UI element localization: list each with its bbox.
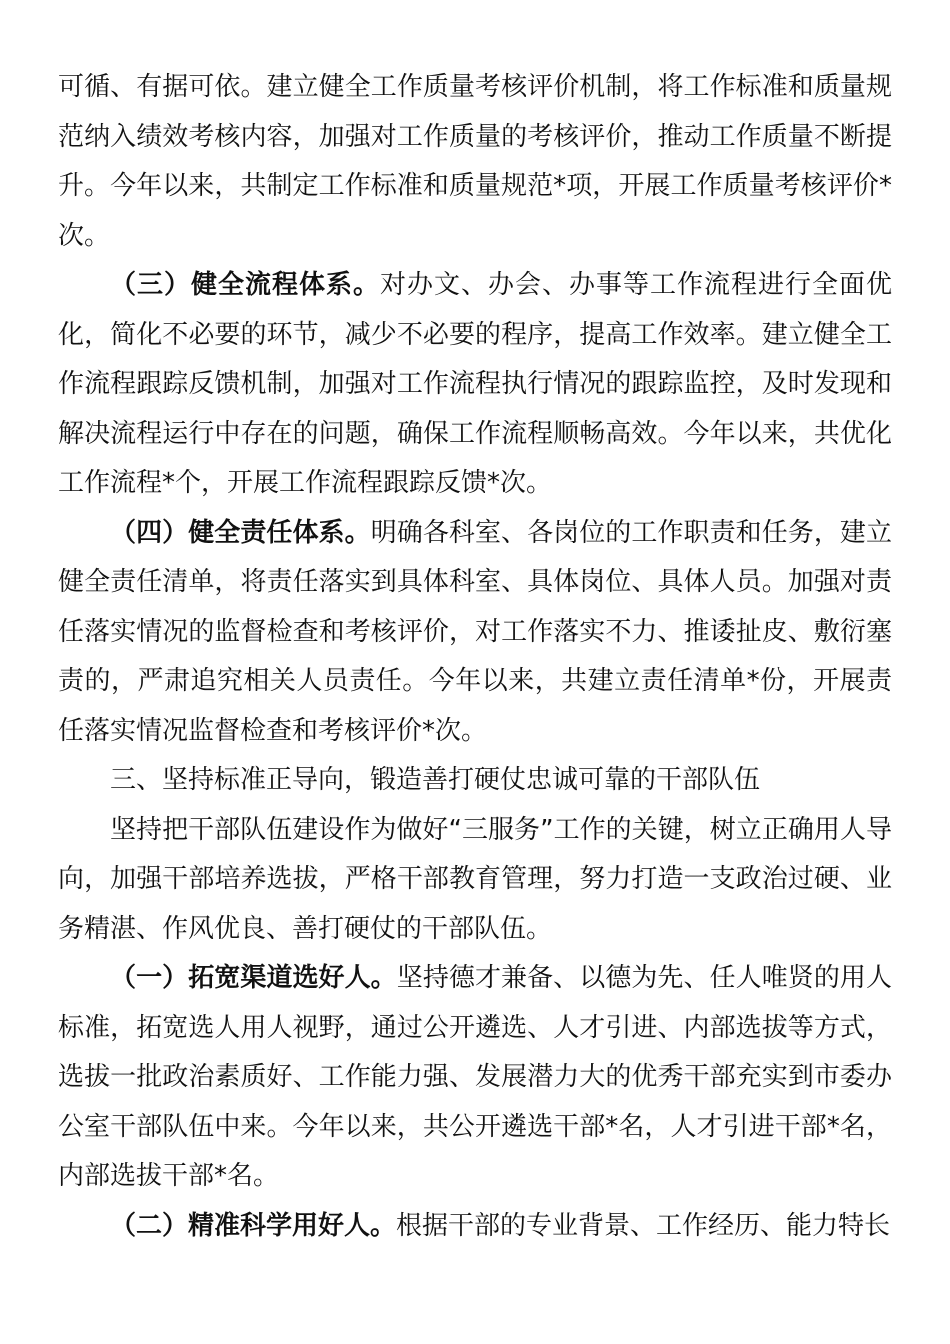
paragraph-text: 坚持德才兼备、以德为先、任人唯贤的用人标准，拓宽选人用人视野，通过公开遴选、人才引进、内部选拔等方式，选拔一批政治素质好、工作能力强、发展潜力大的优秀干部充实到市委办公室干部队伍中来。今年以来，共公开遴选干部*名，人才引进干部*名，内部选拔干部*名。 xyxy=(58,963,892,1191)
paragraph-section-intro xyxy=(58,806,892,955)
paragraph-heading: （三）健全流程体系。 xyxy=(110,270,380,300)
paragraph-heading: （四）健全责任体系。 xyxy=(110,517,371,548)
section-heading-text: 三、坚持标准正导向，锻造善打硬仗忠诚可靠的干部队伍 xyxy=(110,765,761,795)
paragraph-text: 根据干部的专业背景、工作经历、能力特长 xyxy=(396,1210,891,1241)
paragraph-text: 明确各科室、各岗位的工作职责和任务，建立健全责任清单，将责任落实到具体科室、具体岗位、具体人员。加强对责任落实情况的监督检查和考核评价，对工作落实不力、推诿扯皮、敷衍塞责的，严肃追究相关人员责任。今年以来，共建立责任清单*份，开展责任落实情况监督检查和考核评价*次。 xyxy=(58,517,892,746)
paragraph-process-system xyxy=(58,261,892,509)
section-heading xyxy=(58,756,892,806)
paragraph-text: 对办文、办会、办事等工作流程进行全面优化，简化不必要的环节，减少不必要的程序，提高工作效率。建立健全工作流程跟踪反馈机制，加强对工作流程执行情况的跟踪监控，及时发现和解决流程运行中存在的问题，确保工作流程顺畅高效。今年以来，共优化工作流程*个，开展工作流程跟踪反馈*次。 xyxy=(58,270,892,498)
paragraph-responsibility-system xyxy=(58,509,892,757)
paragraph-continuation xyxy=(58,63,892,261)
paragraph-heading: （一）拓宽渠道选好人。 xyxy=(110,963,397,993)
paragraph-text: 可循、有据可依。建立健全工作质量考核评价机制，将工作标准和质量规范纳入绩效考核内容，加强对工作质量的考核评价，推动工作质量不断提升。今年以来，共制定工作标准和质量规范*项，开展工作质量考核评价*次。 xyxy=(58,72,892,251)
paragraph-use-talent xyxy=(58,1202,892,1252)
paragraph-text: 坚持把干部队伍建设作为做好“三服务”工作的关键，树立正确用人导向，加强干部培养选拔，严格干部教育管理，努力打造一支政治过硬、业务精湛、作风优良、善打硬仗的干部队伍。 xyxy=(58,814,892,944)
document-page xyxy=(58,63,892,1251)
paragraph-heading: （二）精准科学用好人。 xyxy=(110,1210,397,1241)
paragraph-select-talent xyxy=(58,954,892,1202)
